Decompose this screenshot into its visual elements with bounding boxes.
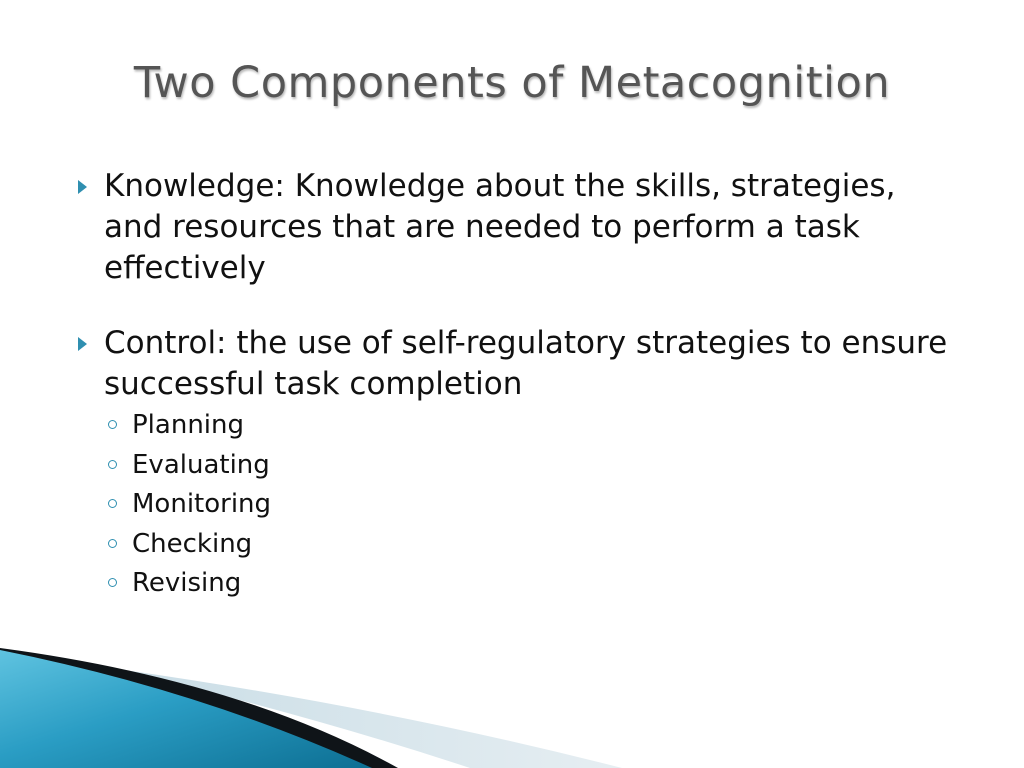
circle-bullet-icon <box>108 578 117 587</box>
bullet-text: Knowledge: Knowledge about the skills, strategies, and resources that are needed to perform a task effectively <box>104 168 896 286</box>
sub-bullet-text: Planning <box>132 410 244 440</box>
sub-bullet-text: Evaluating <box>132 449 270 480</box>
sub-bullet-monitoring <box>104 485 952 525</box>
circle-bullet-icon <box>108 420 117 429</box>
triangle-bullet-icon <box>78 337 87 351</box>
sub-bullet-planning <box>104 406 952 446</box>
circle-bullet-icon <box>108 460 117 469</box>
bullet-control <box>72 323 952 604</box>
slide-title: Two Components of Metacognition <box>133 58 891 108</box>
sub-bullet-text: Monitoring <box>132 489 272 519</box>
bullet-list <box>72 166 952 604</box>
bullet-knowledge <box>72 166 952 289</box>
sub-bullet-text: Revising <box>132 568 242 598</box>
sub-bullet-evaluating <box>104 446 952 486</box>
triangle-bullet-icon <box>78 180 87 194</box>
circle-bullet-icon <box>108 499 117 508</box>
sub-bullet-text: Checking <box>132 528 253 559</box>
bullet-text: Control: the use of self-regulatory strategies to ensure successful task completion <box>104 325 948 402</box>
circle-bullet-icon <box>108 539 117 548</box>
sub-bullet-checking <box>104 525 952 565</box>
sub-bullet-revising <box>104 564 952 604</box>
sub-bullet-list <box>104 406 952 604</box>
